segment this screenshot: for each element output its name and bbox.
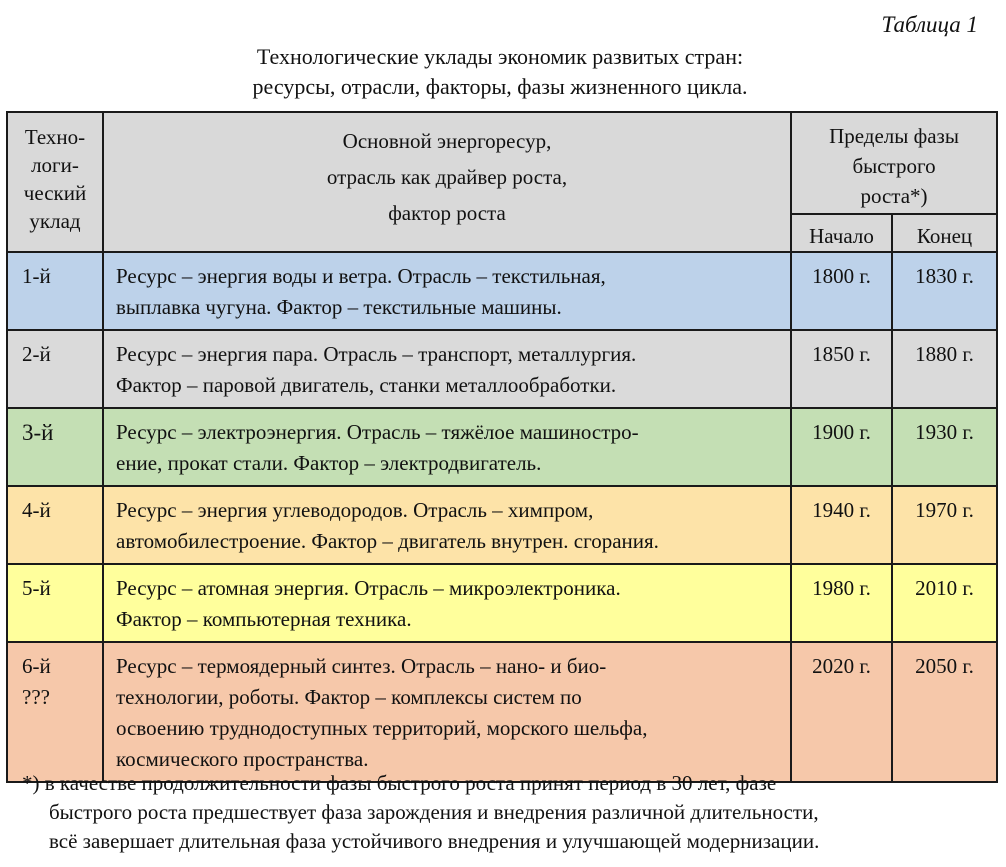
row-number-question: ??? <box>22 685 50 709</box>
footnote-line-3: всё завершает длительная фаза устойчивого внедрения и улучшающей модернизации. <box>49 829 820 853</box>
header-cell-end: Конец <box>892 214 997 252</box>
row-number <box>7 642 103 782</box>
row-description <box>103 486 791 564</box>
desc-line: автомобилестроение. Фактор – двигатель внутрен. сгорания. <box>116 529 659 553</box>
footnote-line-2: быстрого роста предшествует фаза зарождения и внедрения различной длительности, <box>49 800 819 824</box>
desc-line: освоению труднодоступных территорий, морского шельфа, <box>116 716 648 740</box>
desc-line: ение, прокат стали. Фактор – электродвигатель. <box>116 451 542 475</box>
desc-line: Ресурс – атомная энергия. Отрасль – микроэлектроника. <box>116 576 621 600</box>
table-row <box>7 486 997 564</box>
header-text: быстрого <box>852 154 936 178</box>
row-description <box>103 252 791 330</box>
title-line-1: Технологические уклады экономик развитых стран: <box>256 44 744 69</box>
header-text: ческий <box>23 181 87 205</box>
desc-line: Ресурс – энергия воды и ветра. Отрасль – текстильная, <box>116 264 606 288</box>
header-text: фактор роста <box>388 201 506 225</box>
desc-line: космического пространства. <box>116 747 369 771</box>
desc-line: Ресурс – энергия пара. Отрасль – транспорт, металлургия. <box>116 342 637 366</box>
header-text: Техно- <box>24 125 86 149</box>
row-number: 3-й <box>7 408 103 486</box>
row-start-year: 1900 г. <box>791 408 892 486</box>
row-number: 2-й <box>7 330 103 408</box>
row-number: 5-й <box>7 564 103 642</box>
row-description <box>103 564 791 642</box>
row-start-year: 2020 г. <box>791 642 892 782</box>
header-cell-resource <box>103 112 791 252</box>
header-cell-limits <box>791 112 997 214</box>
desc-line: Фактор – паровой двигатель, станки металлообработки. <box>116 373 617 397</box>
row-end-year: 1880 г. <box>892 330 997 408</box>
row-end-year: 2010 г. <box>892 564 997 642</box>
row-start-year: 1850 г. <box>791 330 892 408</box>
row-number: 1-й <box>7 252 103 330</box>
row-end-year: 1930 г. <box>892 408 997 486</box>
table-title <box>0 42 1000 102</box>
table-row <box>7 408 997 486</box>
header-text: отрасль как драйвер роста, <box>326 165 568 189</box>
table-row <box>7 564 997 642</box>
row-description <box>103 408 791 486</box>
desc-line: технологии, роботы. Фактор – комплексы систем по <box>116 685 582 709</box>
header-text: роста*) <box>860 184 928 208</box>
header-text: уклад <box>29 209 81 233</box>
technology-table <box>6 111 998 783</box>
desc-line: Ресурс – электроэнергия. Отрасль – тяжёлое машиностро- <box>116 420 639 444</box>
title-line-2: ресурсы, отрасли, факторы, фазы жизненного цикла. <box>252 74 748 99</box>
row-end-year: 1830 г. <box>892 252 997 330</box>
row-start-year: 1940 г. <box>791 486 892 564</box>
header-text: Пределы фазы <box>829 124 959 148</box>
table-row <box>7 252 997 330</box>
row-end-year: 1970 г. <box>892 486 997 564</box>
footnote <box>22 769 982 856</box>
footnote-line-1: *) в качестве продолжительности фазы быстрого роста принят период в 30 лет, фазе <box>22 771 777 795</box>
desc-line: Ресурс – термоядерный синтез. Отрасль – нано- и био- <box>116 654 607 678</box>
row-description <box>103 330 791 408</box>
header-cell-uklad <box>7 112 103 252</box>
header-text: Основной энергоресур, <box>342 129 552 153</box>
row-start-year: 1980 г. <box>791 564 892 642</box>
table-number: Таблица 1 <box>881 12 978 37</box>
row-end-year: 2050 г. <box>892 642 997 782</box>
row-number: 4-й <box>7 486 103 564</box>
header-text: логи- <box>31 153 79 177</box>
row-start-year: 1800 г. <box>791 252 892 330</box>
header-row <box>7 112 997 214</box>
desc-line: Ресурс – энергия углеводородов. Отрасль – химпром, <box>116 498 594 522</box>
header-cell-start: Начало <box>791 214 892 252</box>
table-row <box>7 642 997 782</box>
desc-line: выплавка чугуна. Фактор – текстильные машины. <box>116 295 562 319</box>
row-number-text: 6-й <box>22 654 51 678</box>
desc-line: Фактор – компьютерная техника. <box>116 607 412 631</box>
row-description <box>103 642 791 782</box>
table-row <box>7 330 997 408</box>
